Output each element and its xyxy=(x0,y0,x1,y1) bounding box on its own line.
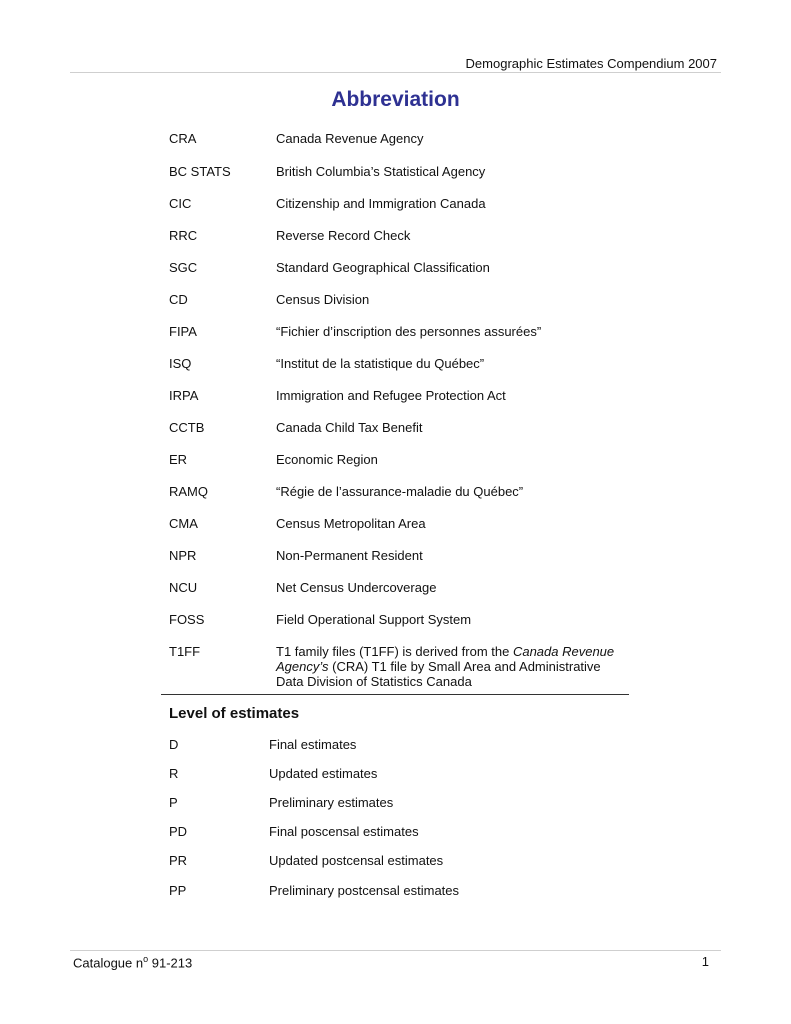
t1ff-text-part2: (CRA) T1 file by Small Area and Administrative Data Division of Statistics Canada xyxy=(276,659,601,689)
level-code: PP xyxy=(169,883,187,898)
footer-divider xyxy=(70,950,721,951)
abbreviation-code: NCU xyxy=(169,580,198,595)
abbreviation-description: “Institut de la statistique du Québec” xyxy=(276,356,485,371)
header-divider xyxy=(70,72,721,73)
abbreviation-description: “Fichier d’inscription des personnes assurées” xyxy=(276,324,542,339)
abbreviation-description: Net Census Undercoverage xyxy=(276,580,437,595)
abbreviation-description: Immigration and Refugee Protection Act xyxy=(276,388,506,403)
abbreviation-description: Reverse Record Check xyxy=(276,228,411,243)
abbreviation-description: Census Division xyxy=(276,292,370,307)
abbreviation-code: ISQ xyxy=(169,356,192,371)
abbreviation-description: Citizenship and Immigration Canada xyxy=(276,196,486,211)
abbreviation-code: BC STATS xyxy=(169,164,231,179)
level-code: P xyxy=(169,795,178,810)
abbreviation-code: RRC xyxy=(169,228,198,243)
abbreviation-code: SGC xyxy=(169,260,198,275)
abbreviation-code: ER xyxy=(169,452,188,467)
abbreviation-description: Standard Geographical Classification xyxy=(276,260,490,275)
abbreviation-code: RAMQ xyxy=(169,484,208,499)
level-description: Updated postcensal estimates xyxy=(269,853,444,868)
page-title: Abbreviation xyxy=(331,88,460,111)
page-number: 1 xyxy=(701,954,709,969)
t1ff-italic-agency: Canada Revenue Agency’s xyxy=(276,644,615,674)
abbreviation-code: CMA xyxy=(169,516,198,531)
abbreviation-code: CRA xyxy=(169,131,197,146)
abbreviation-code: FOSS xyxy=(169,612,205,627)
t1ff-text-part1: T1 family files (T1FF) is derived from the xyxy=(276,644,513,659)
level-description: Final estimates xyxy=(269,737,357,752)
level-of-estimates-heading: Level of estimates xyxy=(169,705,300,722)
abbreviation-code: T1FF xyxy=(169,644,201,659)
catalogue-id: 91-213 xyxy=(148,955,193,971)
abbreviation-code: NPR xyxy=(169,548,197,563)
level-code: PR xyxy=(169,853,188,868)
level-code: PD xyxy=(169,824,188,839)
catalogue-prefix: Catalogue n xyxy=(73,955,144,971)
abbreviation-description: Economic Region xyxy=(276,452,378,467)
catalogue-number xyxy=(73,954,192,970)
abbreviation-description: Canada Child Tax Benefit xyxy=(276,420,423,435)
abbreviation-description: “Régie de l’assurance-maladie du Québec” xyxy=(276,484,524,499)
catalogue-superscript: o xyxy=(143,954,149,964)
abbreviation-description xyxy=(276,644,621,689)
level-description: Final poscensal estimates xyxy=(269,824,419,839)
level-code: D xyxy=(169,737,179,752)
abbreviation-code: FIPA xyxy=(169,324,197,339)
abbreviation-code: CCTB xyxy=(169,420,205,435)
level-description: Preliminary postcensal estimates xyxy=(269,883,460,898)
abbreviation-description: Canada Revenue Agency xyxy=(276,131,424,146)
document-title: Demographic Estimates Compendium 2007 xyxy=(465,56,717,71)
abbreviation-description: British Columbia’s Statistical Agency xyxy=(276,164,486,179)
abbreviation-description: Field Operational Support System xyxy=(276,612,472,627)
abbreviation-code: CIC xyxy=(169,196,192,211)
section-divider xyxy=(161,694,629,695)
level-description: Updated estimates xyxy=(269,766,378,781)
abbreviation-description: Non-Permanent Resident xyxy=(276,548,423,563)
abbreviation-code: CD xyxy=(169,292,188,307)
abbreviation-code: IRPA xyxy=(169,388,199,403)
level-code: R xyxy=(169,766,179,781)
level-description: Preliminary estimates xyxy=(269,795,394,810)
abbreviation-description: Census Metropolitan Area xyxy=(276,516,426,531)
